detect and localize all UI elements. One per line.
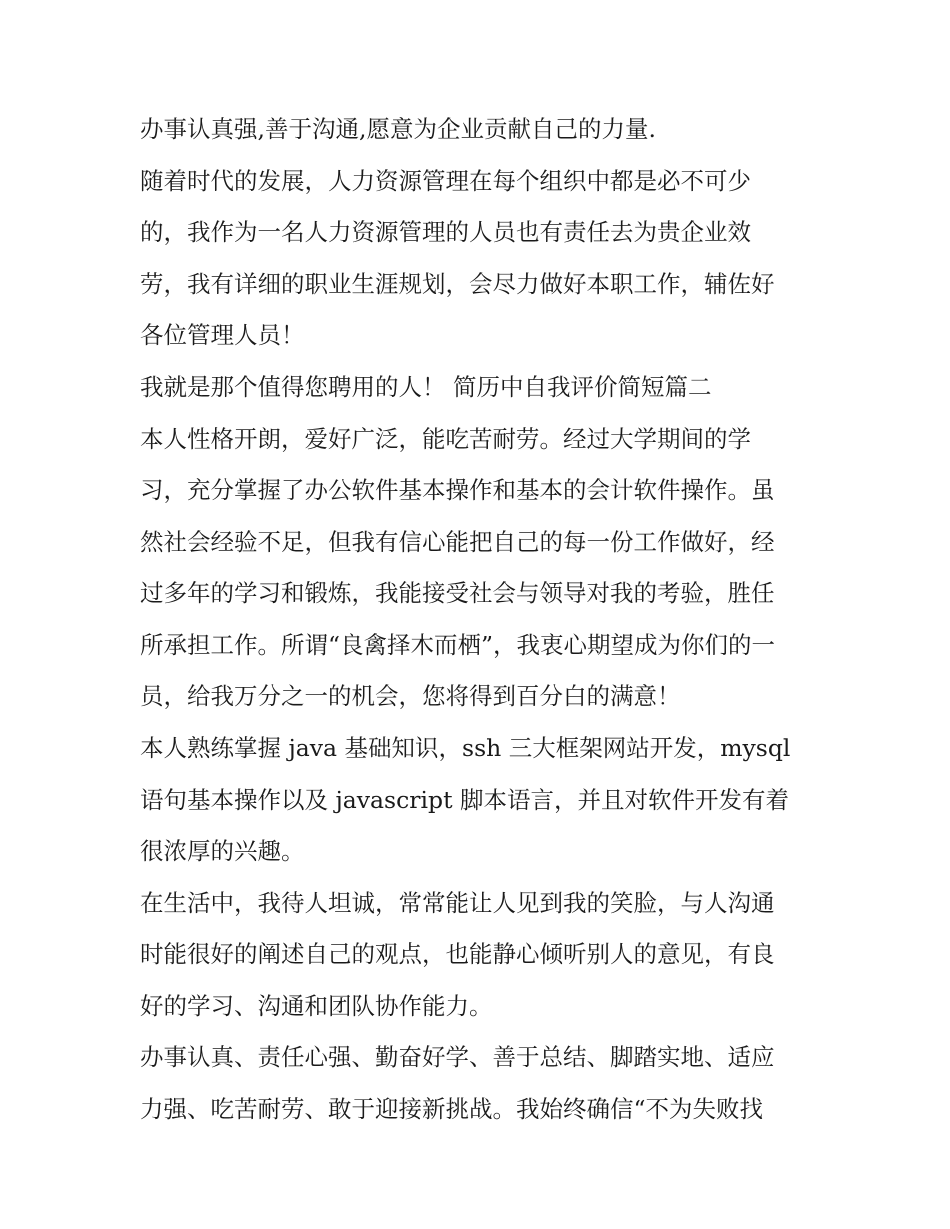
text-line: 的，我作为一名人力资源管理的人员也有责任去为贵企业效 [140, 218, 751, 246]
text-line: 习，充分掌握了办公软件基本操作和基本的会计软件操作。虽 [140, 476, 775, 504]
text-line: 办事认真、责任心强、勤奋好学、善于总结、脚踏实地、适应 [140, 1043, 775, 1071]
text-line: 我就是那个值得您聘用的人！ 简历中自我评价简短篇二 [140, 373, 712, 401]
text-line: 时能很好的阐述自己的观点，也能静心倾听别人的意见，有良 [140, 940, 775, 968]
text-line: 所承担工作。所谓“良禽择木而栖”，我衷心期望成为你们的一 [140, 631, 776, 659]
text-line: 本人性格开朗，爱好广泛，能吃苦耐劳。经过大学期间的学 [140, 425, 751, 453]
text-line: 员，给我万分之一的机会，您将得到百分白的满意！ [140, 682, 681, 710]
text-line: 语句基本操作以及 javascript 脚本语言，并且对软件开发有着 [140, 786, 789, 814]
text-line: 力强、吃苦耐劳、敢于迎接新挑战。我始终确信“不为失败找 [140, 1095, 764, 1123]
text-line: 好的学习、沟通和团队协作能力。 [140, 992, 493, 1020]
text-line: 办事认真强,善于沟通,愿意为企业贡献自己的力量. [140, 115, 656, 143]
text-line: 然社会经验不足，但我有信心能把自己的每一份工作做好，经 [140, 528, 775, 556]
text-line: 很浓厚的兴趣。 [140, 837, 305, 865]
text-line: 各位管理人员！ [140, 321, 305, 349]
text-line: 过多年的学习和锻炼，我能接受社会与领导对我的考验，胜任 [140, 579, 775, 607]
text-line: 随着时代的发展，人力资源管理在每个组织中都是必不可少 [140, 167, 751, 195]
text-line: 本人熟练掌握 java 基础知识，ssh 三大框架网站开发，mysql [140, 734, 791, 762]
text-line: 劳，我有详细的职业生涯规划，会尽力做好本职工作，辅佐好 [140, 270, 775, 298]
text-line: 在生活中，我待人坦诚，常常能让人见到我的笑脸，与人沟通 [140, 889, 775, 917]
